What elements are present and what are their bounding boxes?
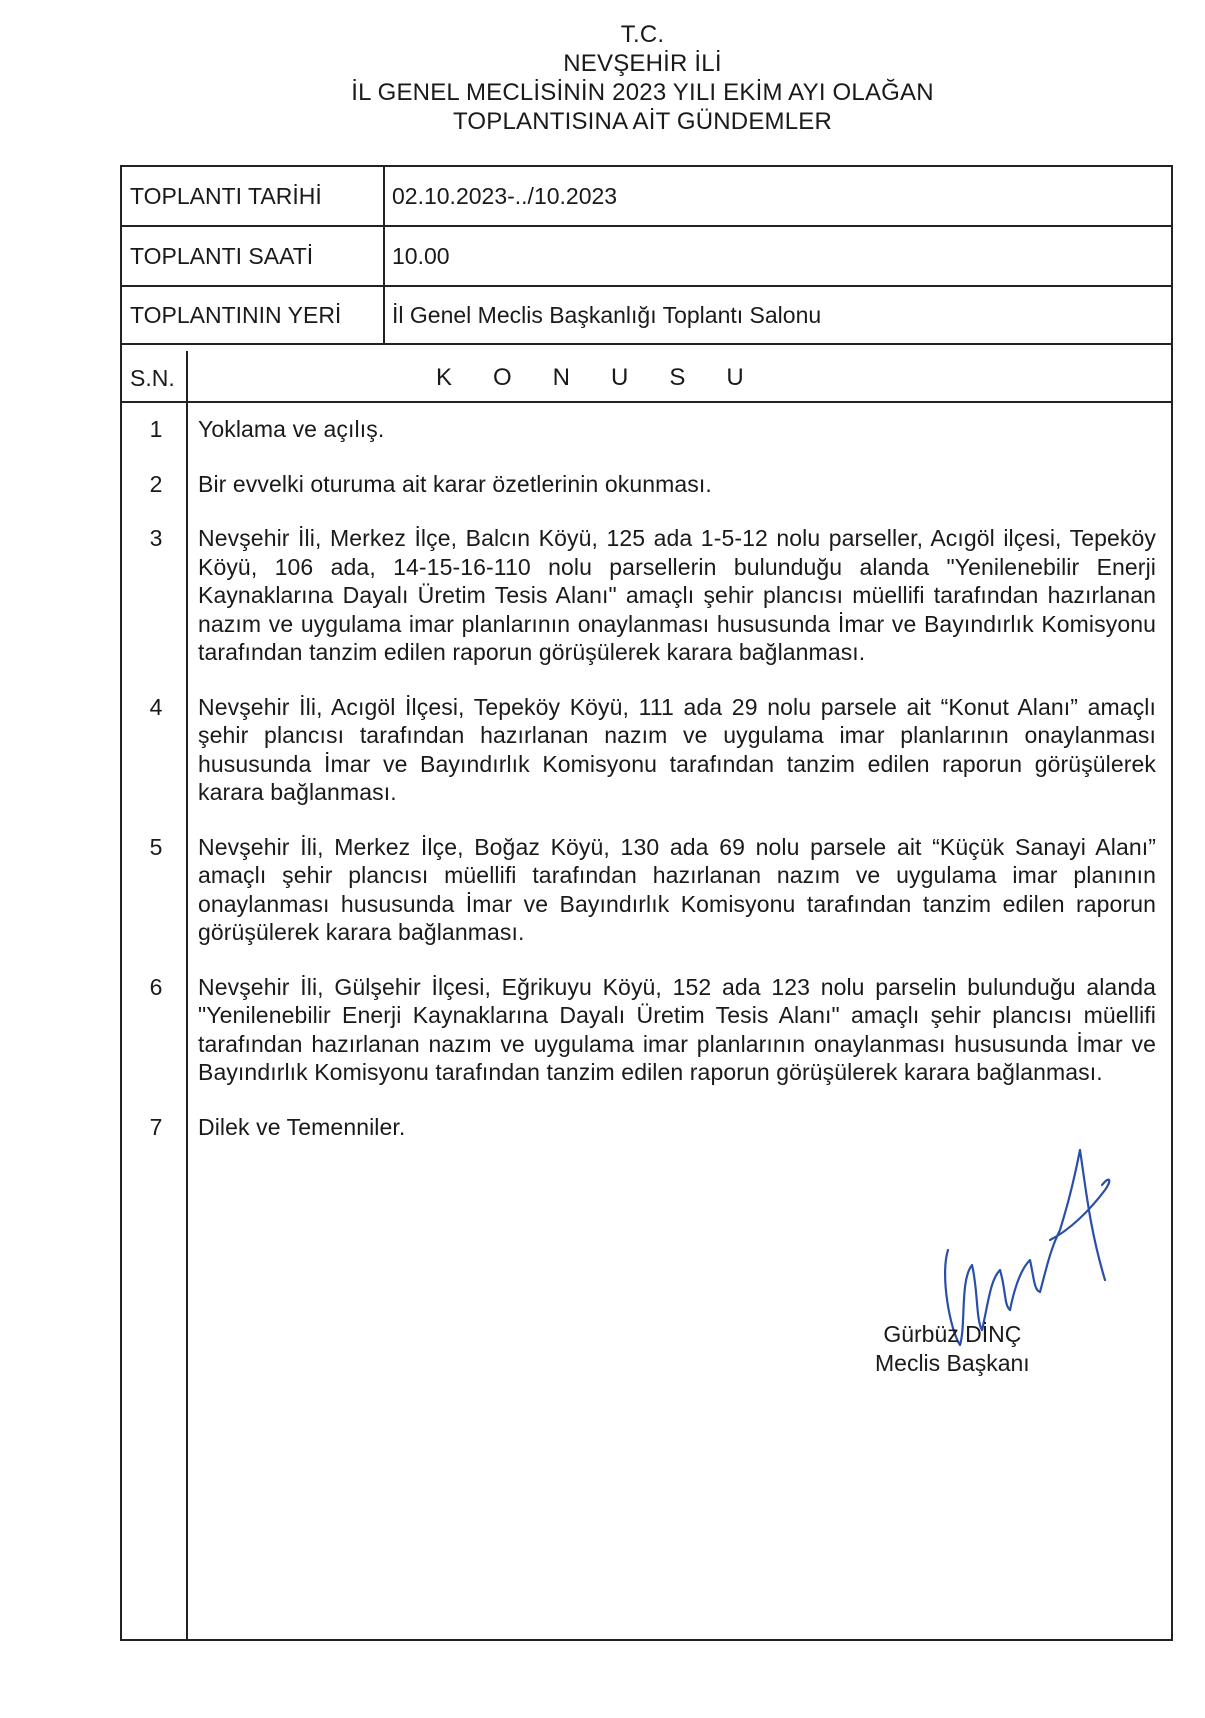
agenda-item bbox=[122, 973, 1171, 1087]
item-number: 2 bbox=[149, 470, 163, 497]
agenda-items bbox=[122, 415, 1171, 1167]
signatory-name: Gürbüz DİNÇ bbox=[883, 1321, 1022, 1347]
item-text: Nevşehir İli, Merkez İlçe, Balcın Köyü, 125 ada 1-5-12 nolu parseller, Acıgöl ilçesi, Tepeköy Köyü, 106 ada, 14-15-16-110 nolu parsellerin bulunduğu alanda "Yenilenebilir Enerji Kaynaklarına Dayalı Üretim Tesis Alanı" amaçlı şehir plancısı müellifi tarafından hazırlanan nazım ve uygulama imar planlarının onaylanması hususunda İmar ve Bayındırlık Komisyonu tarafından tanzim edilen raporun görüşülerek karara bağlanması. bbox=[198, 525, 1156, 665]
item-number: 1 bbox=[149, 416, 163, 442]
item-number: 4 bbox=[149, 693, 163, 720]
item-number: 6 bbox=[149, 973, 163, 1000]
meta-row-date bbox=[122, 167, 1171, 227]
meta-row-place bbox=[122, 287, 1171, 345]
sn-column-header: S.N. bbox=[130, 364, 175, 391]
meeting-time-value: 10.00 bbox=[392, 242, 450, 269]
agenda-item bbox=[122, 524, 1171, 667]
item-text: Dilek ve Temenniler. bbox=[198, 1113, 406, 1140]
agenda-item bbox=[122, 470, 1171, 499]
meeting-place-value: İl Genel Meclis Başkanlığı Toplantı Salonu bbox=[392, 301, 822, 328]
item-text: Nevşehir İli, Merkez İlçe, Boğaz Köyü, 130 ada 69 nolu parsele ait “Küçük Sanayi Alanı” amaçlı şehir plancısı müellifi tarafından hazırlanan nazım ve uygulama imar planının onaylanması hususunda İmar ve Bayındırlık Komisyonu tarafından tanzim edilen raporun görüşülerek karara bağlanması. bbox=[198, 833, 1156, 945]
meeting-place-label: TOPLANTININ YERİ bbox=[130, 301, 342, 328]
item-text: Nevşehir İli, Gülşehir İlçesi, Eğrikuyu Köyü, 152 ada 123 nolu parselin bulunduğu alanda "Yenilenebilir Enerji Kaynaklarına Dayalı Üretim Tesis Alanı" amaçlı şehir plancısı müellifi tarafından hazırlanan nazım ve uygulama imar planlarının onaylanması hususunda İmar ve Bayındırlık Komisyonu tarafından tanzim edilen raporun görüşülerek karara bağlanması. bbox=[198, 973, 1156, 1085]
meta-separator bbox=[383, 227, 385, 285]
header-line-agenda: TOPLANTISINA AİT GÜNDEMLER bbox=[452, 108, 833, 135]
meeting-time-label: TOPLANTI SAATİ bbox=[130, 242, 314, 269]
item-number: 7 bbox=[149, 1113, 163, 1140]
item-number: 3 bbox=[149, 525, 163, 551]
header-line-tc: T.C. bbox=[620, 21, 665, 48]
agenda-item bbox=[122, 693, 1171, 807]
agenda-table bbox=[120, 165, 1173, 1641]
item-text: Yoklama ve açılış. bbox=[198, 416, 385, 442]
item-text: Bir evvelki oturuma ait karar özetlerinin okunması. bbox=[198, 470, 712, 497]
meta-row-time bbox=[122, 227, 1171, 287]
agenda-item bbox=[122, 833, 1171, 947]
header-line-council: İL GENEL MECLİSİNİN 2023 YILI EKİM AYI OLAĞAN bbox=[351, 79, 934, 106]
meta-separator bbox=[383, 167, 385, 225]
meeting-date-value: 02.10.2023-../10.2023 bbox=[392, 182, 618, 209]
item-text: Nevşehir İli, Acıgöl İlçesi, Tepeköy Köyü, 111 ada 29 nolu parsele ait “Konut Alanı” amaçlı şehir plancısı tarafından hazırlanan nazım ve uygulama imar planlarının onaylanması hususunda İmar ve Bayındırlık Komisyonu tarafından tanzim edilen raporun görüşülerek karara bağlanması. bbox=[198, 693, 1156, 805]
header-line-province: NEVŞEHİR İLİ bbox=[563, 50, 722, 77]
agenda-item bbox=[122, 415, 1171, 444]
signature-block bbox=[875, 1320, 1030, 1378]
subject-column-header: KONUSU bbox=[436, 364, 785, 391]
signatory-title: Meclis Başkanı bbox=[875, 1350, 1030, 1376]
item-number: 5 bbox=[149, 833, 163, 860]
meta-separator bbox=[383, 287, 385, 343]
header-divider bbox=[122, 401, 1171, 403]
meeting-date-label: TOPLANTI TARİHİ bbox=[130, 182, 322, 209]
document-header bbox=[0, 20, 1205, 136]
